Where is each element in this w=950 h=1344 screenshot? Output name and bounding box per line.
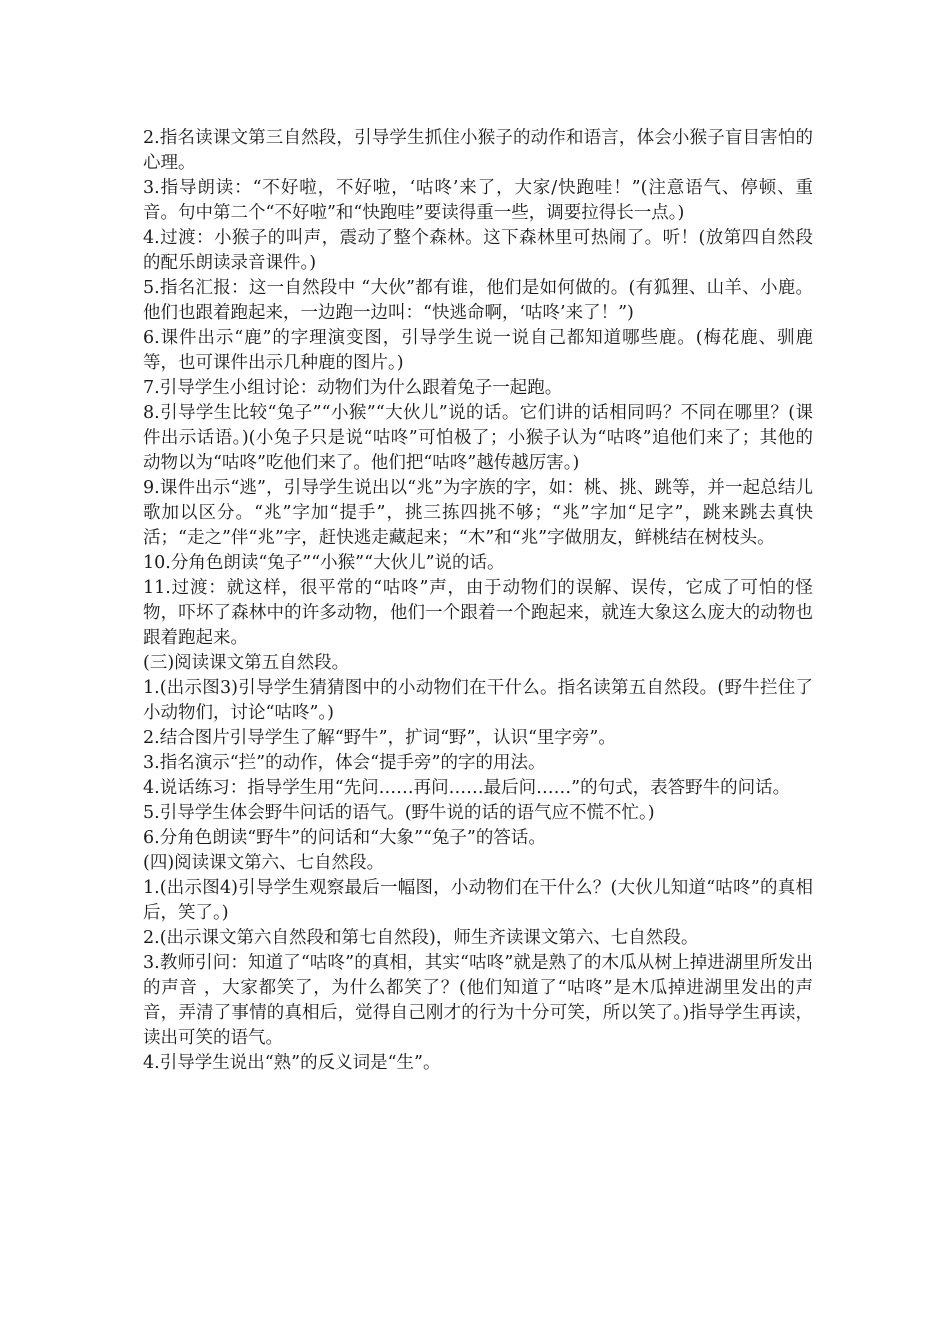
paragraph-step-10-role-reading: 10.分角色朗读“兔子”“小猴”“大伙儿”说的话。 bbox=[143, 553, 505, 573]
paragraph-sec3-step-4: 4.说话练习：指导学生用“先问……再问……最后问……”的句式，表答野牛的问话。 bbox=[143, 778, 791, 798]
paragraph-sec4-step-3: 3.教师引问：知道了“咕咚”的真相，其实“咕咚”就是熟了的木瓜从树上掉进湖里所发出的声音 ，大家都笑了，为什么都笑了？(他们知道了“咕咚”是木瓜掉进湖里发出的声音，弄清了事情的真相后，觉得自己刚才的行为十分可笑，所以笑了。)指导学生再读，读出可笑的语气。 bbox=[143, 953, 813, 1048]
paragraph-sec3-step-5: 5.引导学生体会野牛问话的语气。(野牛说的话的语气应不慌不忙。) bbox=[143, 803, 655, 823]
paragraph-step-11-transition: 11.过渡：就这样，很平常的“咕咚”声，由于动物们的误解、误传，它成了可怕的怪物，吓坏了森林中的许多动物，他们一个跟着一个跑起来，就连大象这么庞大的动物也跟着跑起来。 bbox=[143, 578, 813, 648]
paragraph-step-8-compare-speech: 8.引导学生比较“兔子”“小猴”“大伙儿”说的话。它们讲的话相同吗？不同在哪里？(课件出示话语。)(小兔子只是说“咕咚”可怕极了；小猴子认为“咕咚”追他们来了；其他的动物以为“咕咚”吃他们来了。他们把“咕咚”越传越厉害。) bbox=[143, 403, 813, 473]
section-heading-3: (三)阅读课文第五自然段。 bbox=[143, 653, 350, 673]
paragraph-step-5-report: 5.指名汇报：这一自然段中 “大伙”都有谁，他们是如何做的。(有狐狸、山羊、小鹿。他们也跟着跑起来，一边跑一边叫：“快逃命啊，‘咕咚’来了！”) bbox=[143, 278, 813, 323]
paragraph-sec3-step-6: 6.分角色朗读“野牛”的问话和“大象”“兔子”的答话。 bbox=[143, 828, 546, 848]
paragraph-step-2-read-para-3: 2.指名读课文第三自然段，引导学生抓住小猴子的动作和语言，体会小猴子盲目害怕的心理。 bbox=[143, 128, 813, 173]
paragraph-sec4-step-1: 1.(出示图4)引导学生观察最后一幅图，小动物们在干什么？(大伙儿知道“咕咚”的真相后，笑了。) bbox=[143, 878, 813, 923]
section-heading-4: (四)阅读课文第六、七自然段。 bbox=[143, 853, 385, 873]
paragraph-sec3-step-3: 3.指名演示“拦”的动作，体会“提手旁”的字的用法。 bbox=[143, 753, 546, 773]
paragraph-sec4-step-2: 2.(出示课文第六自然段和第七自然段)，师生齐读课文第六、七自然段。 bbox=[143, 928, 699, 948]
paragraph-step-4-transition: 4.过渡：小猴子的叫声，震动了整个森林。这下森林里可热闹了。听！(放第四自然段的配乐朗读录音课件。) bbox=[143, 228, 813, 273]
paragraph-sec3-step-1: 1.(出示图3)引导学生猜猜图中的小动物们在干什么。指名读第五自然段。(野牛拦住了小动物们，讨论“咕咚”。) bbox=[143, 678, 813, 723]
paragraph-step-3-guided-reading: 3.指导朗读：“不好啦，不好啦，‘咕咚’来了，大家/快跑哇！”(注意语气、停顿、重音。句中第二个“不好啦”和“快跑哇”要读得重一些，调要拉得长一点。) bbox=[143, 178, 813, 223]
paragraph-sec4-step-4: 4.引导学生说出“熟”的反义词是“生”。 bbox=[143, 1053, 441, 1073]
paragraph-sec3-step-2: 2.结合图片引导学生了解“野牛”，扩词“野”，认识“里字旁”。 bbox=[143, 728, 616, 748]
document-page bbox=[143, 126, 813, 1076]
paragraph-step-7-group-discussion: 7.引导学生小组讨论：动物们为什么跟着兔子一起跑。 bbox=[143, 378, 563, 398]
paragraph-step-6-deer-character: 6.课件出示“鹿”的字理演变图，引导学生说一说自己都知道哪些鹿。(梅花鹿、驯鹿等，也可课件出示几种鹿的图片。) bbox=[143, 328, 813, 373]
paragraph-step-9-character-family: 9.课件出示“逃”，引导学生说出以“兆”为字族的字，如：桃、挑、跳等，并一起总结儿歌加以区分。“兆”字加“提手”，挑三拣四挑不够；“兆”字加“足字”，跳来跳去真快活；“走之”伴“兆”字，赶快逃走藏起来；“木”和“兆”字做朋友，鲜桃结在树枝头。 bbox=[143, 478, 813, 548]
